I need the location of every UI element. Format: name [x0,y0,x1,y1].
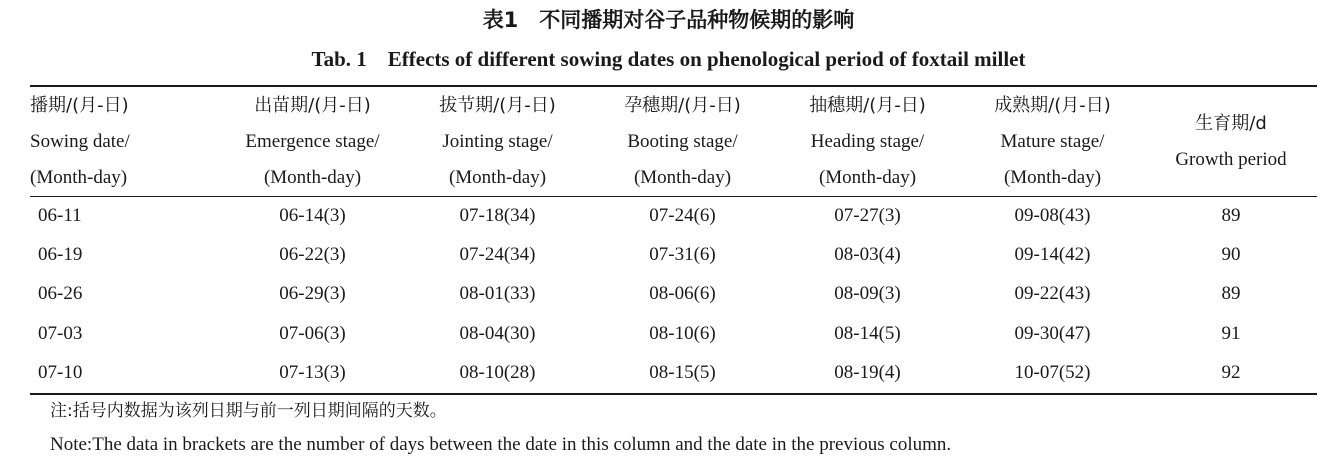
table-cell: 91 [1221,322,1241,344]
table-cell: 08-09(3) [834,283,901,305]
table-row [30,354,1317,393]
column-header-zh: 出苗期/(月-日) [254,94,371,116]
table-row [30,314,1317,353]
table-cell: 07-10 [38,362,83,384]
table-caption-en: Tab. 1 Effects of different sowing dates on phenological period of foxtail millet [311,47,1026,71]
table-cell: 08-14(5) [834,322,901,344]
column-header-emergence-stage [220,87,405,196]
table-bottom-rule [30,393,1317,395]
column-header-unit: (Month-day) [1003,166,1102,188]
table-cell: 09-08(43) [1014,204,1091,226]
table-cell: 89 [1221,204,1241,226]
column-header-sowing-date [30,87,220,196]
column-header-unit: (Month-day) [30,166,128,188]
table-cell: 10-07(52) [1014,362,1091,384]
table-row [30,235,1317,274]
table-cell: 08-06(6) [649,283,716,305]
column-header-en: Jointing stage/ [442,130,553,152]
column-header-en: Growth period [1175,148,1287,170]
column-header-en: Booting stage/ [627,130,738,152]
table-cell: 90 [1221,244,1241,266]
column-header-growth-period [1145,87,1317,196]
table-header-row [30,87,1317,196]
table-cell: 09-30(47) [1014,322,1091,344]
table-row [30,275,1317,314]
table-row [30,196,1317,235]
table-cell: 07-18(34) [459,204,536,226]
table-cell: 06-14(3) [279,204,346,226]
table-cell: 08-03(4) [834,244,901,266]
column-header-zh: 成熟期/(月-日) [994,94,1111,116]
column-header-unit: (Month-day) [818,166,917,188]
table-cell: 06-29(3) [279,283,346,305]
column-header-en: Emergence stage/ [245,130,380,152]
column-header-zh: 生育期/d [1195,112,1267,134]
table-cell: 08-10(6) [649,322,716,344]
table-caption-zh: 表1 不同播期对谷子品种物候期的影响 [482,8,855,32]
table-cell: 08-10(28) [459,362,536,384]
table-cell: 07-24(6) [649,204,716,226]
table-cell: 06-11 [38,204,82,226]
column-header-booting-stage [590,87,775,196]
table-cell: 89 [1221,283,1241,305]
column-header-mature-stage [960,87,1145,196]
column-header-en: Heading stage/ [810,130,925,152]
column-header-unit: (Month-day) [263,166,362,188]
column-header-zh: 抽穗期/(月-日) [809,94,926,116]
table-cell: 07-03 [38,322,83,344]
table-cell: 07-13(3) [279,362,346,384]
table-cell: 09-14(42) [1014,244,1091,266]
table-cell: 08-01(33) [459,283,536,305]
table-cell: 08-19(4) [834,362,901,384]
table-cell: 06-22(3) [279,244,346,266]
column-header-en: Sowing date/ [30,130,130,152]
column-header-en: Mature stage/ [1000,130,1105,152]
table-note-zh: 注:括号内数据为该列日期与前一列日期间隔的天数。 [50,401,447,421]
column-header-zh: 播期/(月-日) [30,94,129,116]
table-cell: 07-24(34) [459,244,536,266]
column-header-heading-stage [775,87,960,196]
column-header-zh: 拔节期/(月-日) [439,94,556,116]
column-header-jointing-stage [405,87,590,196]
table-cell: 08-15(5) [649,362,716,384]
table-cell: 06-19 [38,244,83,266]
table-cell: 07-31(6) [649,244,716,266]
table-cell: 06-26 [38,283,83,305]
table-cell: 07-27(3) [834,204,901,226]
table-cell: 07-06(3) [279,322,346,344]
column-header-unit: (Month-day) [633,166,732,188]
phenology-table [30,87,1317,393]
table-cell: 92 [1221,362,1241,384]
column-header-unit: (Month-day) [448,166,547,188]
table-cell: 09-22(43) [1014,283,1091,305]
column-header-zh: 孕穗期/(月-日) [624,94,741,116]
table-cell: 08-04(30) [459,322,536,344]
table-note-en: Note:The data in brackets are the number of days between the date in this column and the date in the previous column. [50,434,952,455]
